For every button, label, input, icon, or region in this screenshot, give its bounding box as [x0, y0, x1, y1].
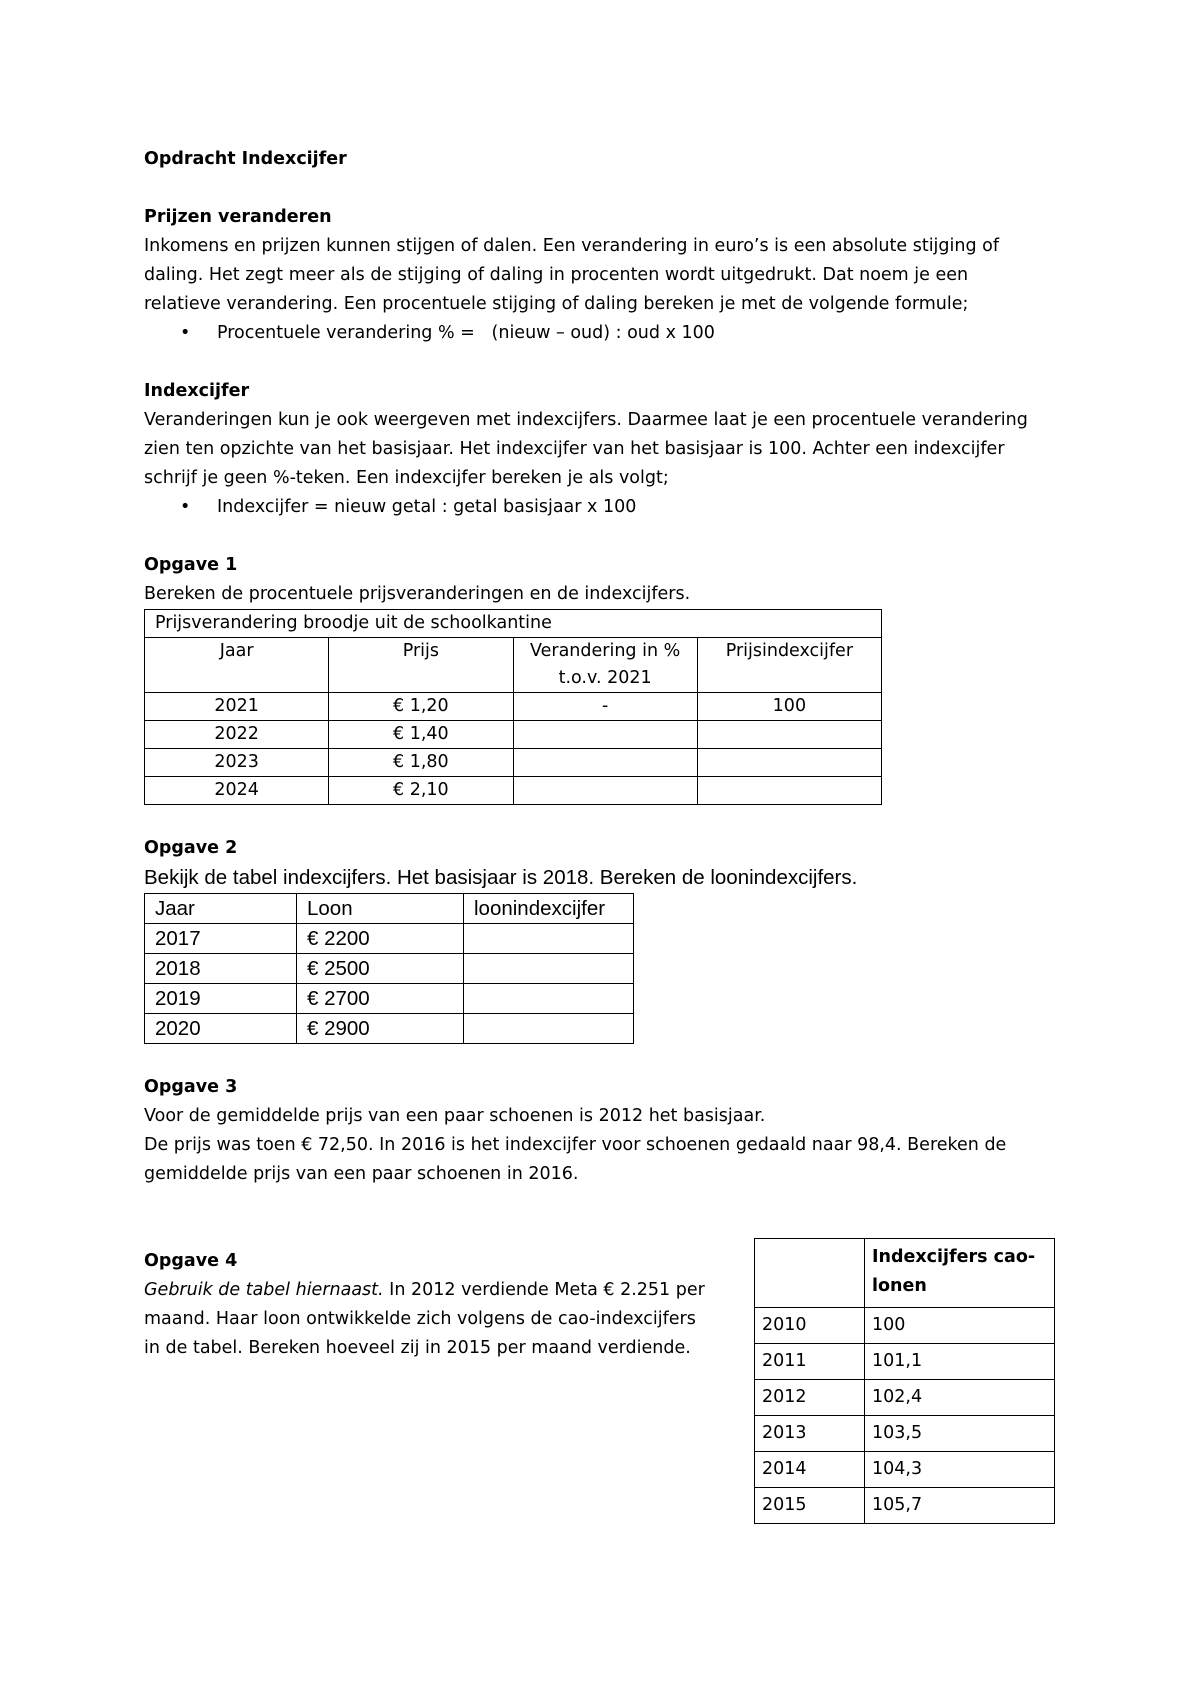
opgave3-heading: Opgave 3 [144, 1077, 238, 1097]
table-cell: 104,3 [865, 1452, 1055, 1488]
table-cell: 2017 [145, 924, 297, 954]
lead-rest: In 2012 verdiende Meta € 2.251 per [383, 1280, 705, 1300]
table-row [145, 693, 882, 721]
table-row [145, 749, 882, 777]
table-row [145, 954, 634, 984]
column-header-line: t.o.v. 2021 [558, 668, 652, 688]
paragraph-line: Veranderingen kun je ook weergeven met indexcijfers. Daarmee laat je een procentuele verandering [144, 410, 1028, 430]
formula-bullet [144, 493, 1064, 522]
table-row [755, 1488, 1055, 1524]
empty-header-cell [755, 1239, 865, 1308]
table-cell: € 1,80 [329, 749, 513, 777]
table-row [755, 1416, 1055, 1452]
column-header: Prijs [329, 638, 513, 693]
answer-cell[interactable] [464, 1014, 634, 1044]
table-cell: 2011 [755, 1344, 865, 1380]
price-change-table [144, 609, 882, 805]
bullet-dot-icon: • [180, 497, 191, 517]
column-header-line: Indexcijfers cao- [872, 1247, 1036, 1267]
document-page [144, 145, 1064, 1547]
section-heading-prijzen: Prijzen veranderen [144, 207, 332, 227]
opgave4-heading: Opgave 4 [144, 1251, 238, 1271]
table-cell: 2010 [755, 1308, 865, 1344]
table-cell: € 2900 [297, 1014, 464, 1044]
section-heading-indexcijfer: Indexcijfer [144, 381, 250, 401]
table-row [755, 1452, 1055, 1488]
paragraph-line: maand. Haar loon ontwikkelde zich volgens de cao-indexcijfers [144, 1309, 696, 1329]
table-row [755, 1308, 1055, 1344]
table-row [145, 777, 882, 805]
answer-cell[interactable] [697, 749, 881, 777]
column-header: loonindexcijfer [464, 894, 634, 924]
table-cell: € 2500 [297, 954, 464, 984]
opgave2-heading: Opgave 2 [144, 838, 238, 858]
table-row [755, 1380, 1055, 1416]
table-cell: € 2200 [297, 924, 464, 954]
table-cell: 2012 [755, 1380, 865, 1416]
opgave1-heading: Opgave 1 [144, 555, 238, 575]
table-cell: 2013 [755, 1416, 865, 1452]
answer-cell[interactable] [464, 984, 634, 1014]
opgave1-intro: Bereken de procentuele prijsveranderingen en de indexcijfers. [144, 584, 691, 604]
cao-index-table [754, 1238, 1055, 1524]
paragraph-line: schrijf je geen %-teken. Een indexcijfer bereken je als volgt; [144, 468, 669, 488]
opgave4-text [144, 1247, 714, 1363]
document-title: Opdracht Indexcijfer [144, 149, 347, 169]
table-cell: 100 [865, 1308, 1055, 1344]
opgave4-block [144, 1247, 1064, 1547]
column-header-line: Verandering in % [530, 641, 681, 661]
table-cell: 2021 [145, 693, 329, 721]
table-row [755, 1344, 1055, 1380]
table-cell: € 2,10 [329, 777, 513, 805]
paragraph-line: gemiddelde prijs van een paar schoenen in 2016. [144, 1164, 579, 1184]
paragraph-line: zien ten opzichte van het basisjaar. Het indexcijfer van het basisjaar is 100. Achter een indexcijfer [144, 439, 1005, 459]
table-cell: 103,5 [865, 1416, 1055, 1452]
table-caption: Prijsverandering broodje uit de schoolkantine [145, 610, 882, 638]
column-header [865, 1239, 1055, 1308]
table-cell: € 2700 [297, 984, 464, 1014]
table-row [145, 721, 882, 749]
column-header [513, 638, 697, 693]
table-cell: 2022 [145, 721, 329, 749]
table-cell: 101,1 [865, 1344, 1055, 1380]
column-header: Loon [297, 894, 464, 924]
bullet-dot-icon: • [180, 323, 191, 343]
table-cell: 2014 [755, 1452, 865, 1488]
opgave2-intro: Bekijk de tabel indexcijfers. Het basisjaar is 2018. Bereken de loonindexcijfers. [144, 866, 858, 889]
table-cell: 105,7 [865, 1488, 1055, 1524]
column-header: Prijsindexcijfer [697, 638, 881, 693]
table-cell: - [513, 693, 697, 721]
answer-cell[interactable] [697, 777, 881, 805]
paragraph-line [144, 1276, 714, 1305]
paragraph-line: relatieve verandering. Een procentuele stijging of daling bereken je met de volgende formule; [144, 294, 969, 314]
table-cell: 2020 [145, 1014, 297, 1044]
paragraph-line: Inkomens en prijzen kunnen stijgen of dalen. Een verandering in euro’s is een absolute stijging of [144, 236, 1000, 256]
column-header: Jaar [145, 894, 297, 924]
formula-text: Procentuele verandering % = (nieuw – oud) : oud x 100 [217, 323, 715, 343]
answer-cell[interactable] [513, 721, 697, 749]
paragraph-line: Voor de gemiddelde prijs van een paar schoenen is 2012 het basisjaar. [144, 1106, 766, 1126]
paragraph-line: De prijs was toen € 72,50. In 2016 is het indexcijfer voor schoenen gedaald naar 98,4. Bereken de [144, 1135, 1007, 1155]
answer-cell[interactable] [697, 721, 881, 749]
table-cell: 2019 [145, 984, 297, 1014]
column-header-line: lonen [872, 1276, 927, 1296]
table-cell: 100 [697, 693, 881, 721]
table-cell: € 1,40 [329, 721, 513, 749]
table-cell: 102,4 [865, 1380, 1055, 1416]
paragraph-line: daling. Het zegt meer als de stijging of daling in procenten wordt uitgedrukt. Dat noem je een [144, 265, 969, 285]
table-cell: 2015 [755, 1488, 865, 1524]
answer-cell[interactable] [464, 924, 634, 954]
column-header: Jaar [145, 638, 329, 693]
wage-index-table [144, 893, 634, 1044]
answer-cell[interactable] [513, 749, 697, 777]
paragraph-line: in de tabel. Bereken hoeveel zij in 2015 per maand verdiende. [144, 1338, 691, 1358]
table-cell: 2024 [145, 777, 329, 805]
table-cell: 2023 [145, 749, 329, 777]
table-cell: 2018 [145, 954, 297, 984]
answer-cell[interactable] [513, 777, 697, 805]
italic-lead: Gebruik de tabel hiernaast. [144, 1280, 384, 1300]
answer-cell[interactable] [464, 954, 634, 984]
table-row [145, 1014, 634, 1044]
table-row [145, 984, 634, 1014]
table-cell: € 1,20 [329, 693, 513, 721]
table-row [145, 924, 634, 954]
formula-bullet [144, 319, 1064, 348]
formula-text: Indexcijfer = nieuw getal : getal basisjaar x 100 [217, 497, 637, 517]
